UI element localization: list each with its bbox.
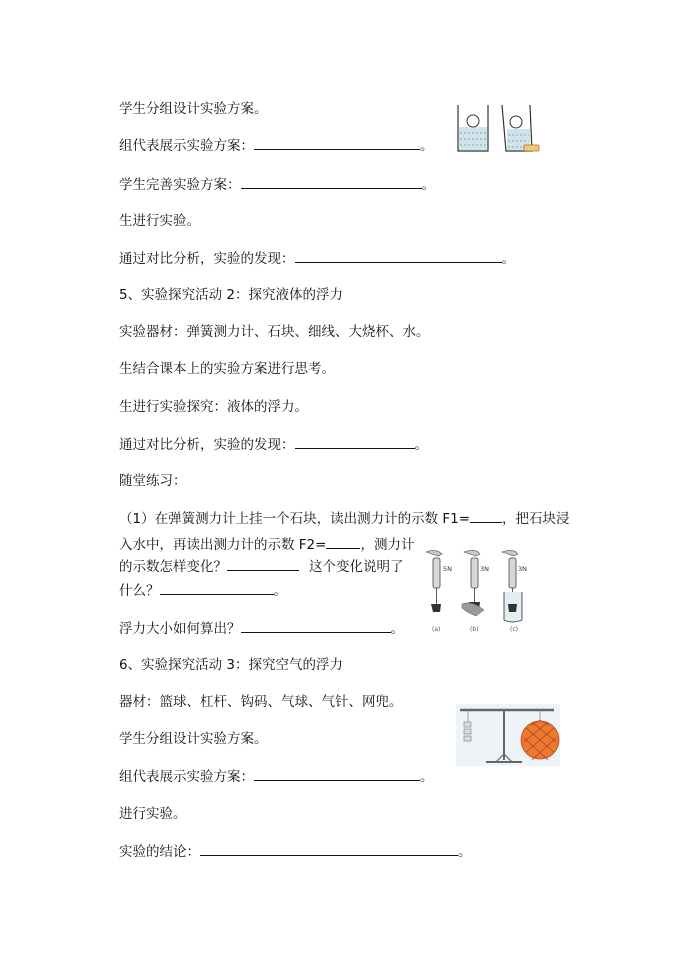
f2-blank[interactable] xyxy=(326,535,360,549)
period: 。 xyxy=(501,251,515,267)
meaning-blank[interactable] xyxy=(160,581,274,595)
text: ，把石块浸 xyxy=(502,511,570,527)
text: 通过对比分析，实验的发现： xyxy=(119,251,295,267)
line-q1-part1 xyxy=(119,509,570,528)
text: 实验的结论： xyxy=(119,844,200,860)
svg-text:3N: 3N xyxy=(518,565,527,573)
spring-balance-a xyxy=(426,550,452,612)
period: 。 xyxy=(420,769,434,785)
answer-blank[interactable] xyxy=(295,249,502,263)
spring-balance-figure xyxy=(424,546,536,634)
lever-basketball-figure xyxy=(456,704,560,766)
text: 的示数怎样变化？ xyxy=(119,559,227,575)
answer-blank[interactable] xyxy=(241,175,422,189)
text: 通过对比分析，实验的发现： xyxy=(119,437,295,453)
text: 这个变化说明了 xyxy=(309,559,404,575)
label-c: (c) xyxy=(510,626,518,633)
answer-blank[interactable] xyxy=(254,767,420,781)
text: 组代表展示实验方案： xyxy=(119,769,254,785)
text: 什么？ xyxy=(119,583,160,599)
line-practice: 随堂练习： xyxy=(119,473,187,489)
line-finding-1 xyxy=(119,249,515,268)
line-equipment-2: 实验器材：弹簧测力计、石块、细线、大烧杯、水。 xyxy=(119,324,430,340)
spring-balance-c xyxy=(502,550,527,622)
period: 。 xyxy=(414,437,428,453)
line-show-plan-2 xyxy=(119,767,434,786)
line-show-plan xyxy=(119,136,434,155)
line-do-experiment-2: 进行实验。 xyxy=(119,806,187,822)
spring-balance-b xyxy=(462,550,489,616)
label-a: (a) xyxy=(432,626,441,633)
text: 入水中，再读出测力计的示数 F2= xyxy=(119,537,327,553)
answer-blank[interactable] xyxy=(254,136,420,150)
line-improve-plan xyxy=(119,175,435,194)
section-5-heading: 5、实验探究活动 2：探究液体的浮力 xyxy=(119,287,343,303)
svg-text:5N: 5N xyxy=(443,565,452,573)
svg-text:3N: 3N xyxy=(480,565,489,573)
line-q1-part4 xyxy=(119,581,287,600)
period: 。 xyxy=(390,621,404,637)
line-buoyancy-calc xyxy=(119,619,404,638)
text: 浮力大小如何算出？ xyxy=(119,621,241,637)
change-blank[interactable] xyxy=(227,557,299,571)
line-q1-part2 xyxy=(119,535,414,554)
line-q1-part3 xyxy=(119,557,404,576)
text: 学生完善实验方案： xyxy=(119,177,241,193)
section-6-heading: 6、实验探究活动 3：探究空气的浮力 xyxy=(119,657,343,673)
line-design-plan-2: 学生分组设计实验方案。 xyxy=(119,731,268,747)
beakers-ball-figure xyxy=(452,103,544,155)
line-finding-2 xyxy=(119,435,428,454)
period: 。 xyxy=(420,138,434,154)
label-b: (b) xyxy=(470,626,479,633)
line-design-plan: 学生分组设计实验方案。 xyxy=(119,101,268,117)
line-equipment-3: 器材：篮球、杠杆、钩码、气球、气针、网兜。 xyxy=(119,694,403,710)
answer-blank[interactable] xyxy=(241,619,391,633)
period: 。 xyxy=(273,583,287,599)
text: （1）在弹簧测力计上挂一个石块，读出测力计的示数 F1= xyxy=(119,511,471,527)
answer-blank[interactable] xyxy=(200,842,458,856)
answer-blank[interactable] xyxy=(295,435,415,449)
line-do-experiment: 生进行实验。 xyxy=(119,213,200,229)
text: 组代表展示实验方案： xyxy=(119,138,254,154)
line-conclusion xyxy=(119,842,472,861)
line-inquiry: 生进行实验探究：液体的浮力。 xyxy=(119,399,308,415)
text: ，测力计 xyxy=(360,537,415,553)
line-think: 生结合课本上的实验方案进行思考。 xyxy=(119,361,335,377)
period: 。 xyxy=(458,844,472,860)
period: 。 xyxy=(421,177,435,193)
f1-blank[interactable] xyxy=(470,509,502,523)
